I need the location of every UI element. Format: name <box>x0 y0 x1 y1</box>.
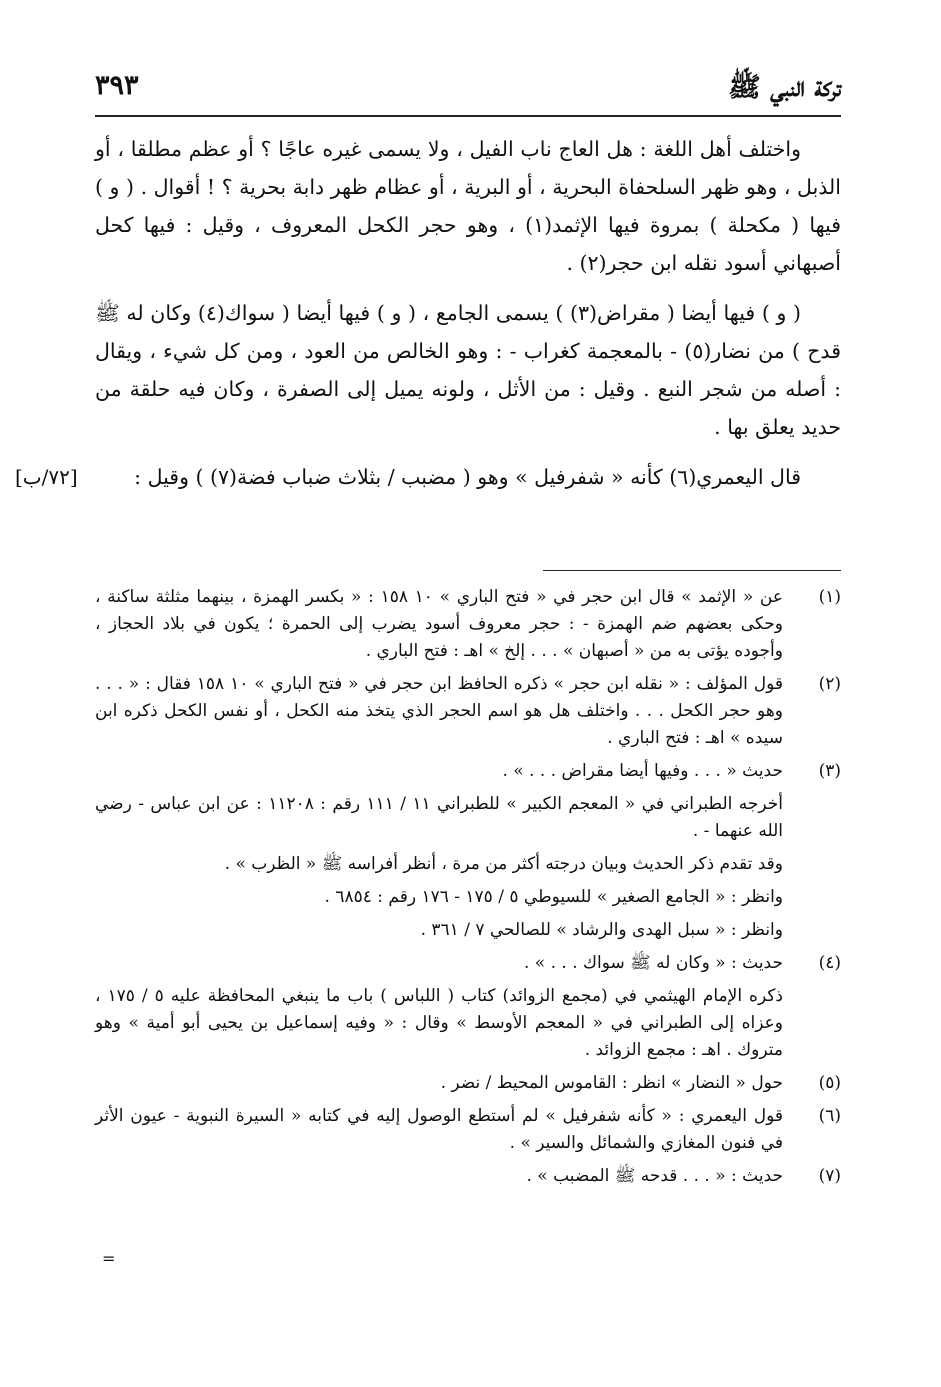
footnote <box>95 1103 841 1157</box>
page-number: ٣٩٣ <box>95 70 139 101</box>
footnotes <box>95 584 841 1196</box>
footnote-text: حديث : « وكان له ﷺ سواك . . . » . <box>523 953 783 973</box>
page-header <box>95 62 841 108</box>
footnote <box>95 851 841 878</box>
footnote-text: حديث : « . . . قدحه ﷺ المضبب » . <box>526 1166 783 1186</box>
footnote-text: قول اليعمري : « كأنه شفرفيل » لم أستطع الوصول إليه في كتابه « السيرة النبوية - عيون الأثر في فنون المغازي والشمائل والسير » . <box>95 1106 783 1153</box>
footnote-number: (٥) <box>818 1073 841 1093</box>
footnote-text: أخرجه الطبراني في « المعجم الكبير » للطبراني ١١ / ١١١ رقم : ١١٢٠٨ : عن ابن عباس - رضي الله عنهما - . <box>95 794 783 841</box>
footnote-text: ذكره الإمام الهيثمي في (مجمع الزوائد) كتاب ( اللباس ) باب ما ينبغي المحافظة عليه ٥ / ١٧٥ ، وعزاه إلى الطبراني في « المعجم الأوسط » وقال : « وفيه إسماعيل بن يحيى أبو أمية » وهو متروك . اهـ : مجمع الزوائد . <box>95 986 784 1060</box>
main-text <box>15 130 842 508</box>
footnote-number: (٧) <box>818 1166 841 1186</box>
paragraph: ( و ) فيها أيضا ( مقراض(٣) ) يسمى الجامع ، ( و ) فيها أيضا ( سواك(٤) وكان له ﷺ قدح ) من نضار(٥) - بالمعجمة كغراب - : وهو الخالص من العود ، ومن كل شيء ، ويقال : أصله من شجر النبع . وقيل : من الأثل ، ولونه يميل إلى الصفرة ، وكان فيه حلقة من حديد يعلق بها . <box>95 301 841 439</box>
footnote <box>95 1070 841 1097</box>
footnote <box>95 1163 841 1190</box>
footnote-text: قول المؤلف : « نقله ابن حجر » ذكره الحافظ ابن حجر في « فتح الباري » ١٠ ١٥٨ فقال : « . . . وهو حجر الكحل . . . واختلف هل هو اسم الحجر الذي يتخذ منه الكحل ، أو نفس الكحل ذكره ابن سيده » اهـ : فتح الباري . <box>95 674 784 748</box>
continuation-mark: = <box>102 1249 116 1268</box>
footnote-text: وانظر : « سبل الهدى والرشاد » للصالحي ٧ / ٣٦١ . <box>420 920 783 940</box>
footnote-number: (٣) <box>818 761 841 781</box>
header-rule <box>95 115 841 117</box>
footnote-text: وانظر : « الجامع الصغير » للسيوطي ٥ / ١٧٥ - ١٧٦ رقم : ٦٨٥٤ . <box>324 887 783 907</box>
footnote <box>95 584 841 665</box>
paragraph-text: قال اليعمري(٦) كأنه « شفرفيل » وهو ( مضبب / بثلاث ضباب فضة(٧) ) وقيل : <box>134 465 801 489</box>
footnote-text: وقد تقدم ذكر الحديث وبيان درجته أكثر من مرة ، أنظر أفراسه ﷺ « الظرب » . <box>224 854 783 874</box>
paragraph <box>15 458 841 496</box>
footnote <box>95 983 841 1064</box>
footnote-number: (٢) <box>818 674 841 694</box>
running-title: تركة النبي ﷺ <box>728 72 841 103</box>
footnote-separator <box>543 570 841 571</box>
footnote-text: عن « الإثمد » قال ابن حجر في « فتح الباري » ١٠ ١٥٨ : « بكسر الهمزة ، بينهما مثلثة ساكنة ، وحكى بعضهم ضم الهمزة - : حجر معروف أسود يضرب إلى الحمرة ؛ يكون في بلاد الحجاز ، وأجوده يؤتى به من « أصبهان » . . . إلخ » اهـ : فتح الباري . <box>95 587 784 661</box>
folio-marker: [٧٢/ب] <box>15 465 78 489</box>
footnote-number: (٦) <box>818 1106 841 1126</box>
footnote <box>95 884 841 911</box>
paragraph: واختلف أهل اللغة : هل العاج ناب الفيل ، ولا يسمى غيره عاجًا ؟ أو عظم مطلقا ، أو الذبل ، وهو ظهر السلحفاة البحرية ، أو البرية ، أو عظام ظهر دابة بحرية ؟ ! أقوال . ( و ) فيها ( مكحلة ) بمروة فيها الإثمد(١) ، وهو حجر الكحل المعروف ، وقيل : فيها كحل أصبهاني أسود نقله ابن حجر(٢) . <box>95 137 842 275</box>
footnote <box>95 950 841 977</box>
footnote-text: حديث « . . . وفيها أيضا مقراض . . . » . <box>502 761 783 781</box>
footnote-number: (٤) <box>818 953 841 973</box>
footnote <box>95 671 841 752</box>
footnote-number: (١) <box>818 587 841 607</box>
footnote <box>95 791 841 845</box>
footnote <box>95 917 841 944</box>
footnote-text: حول « النضار » انظر : القاموس المحيط / نضر . <box>440 1073 783 1093</box>
footnote <box>95 758 841 785</box>
